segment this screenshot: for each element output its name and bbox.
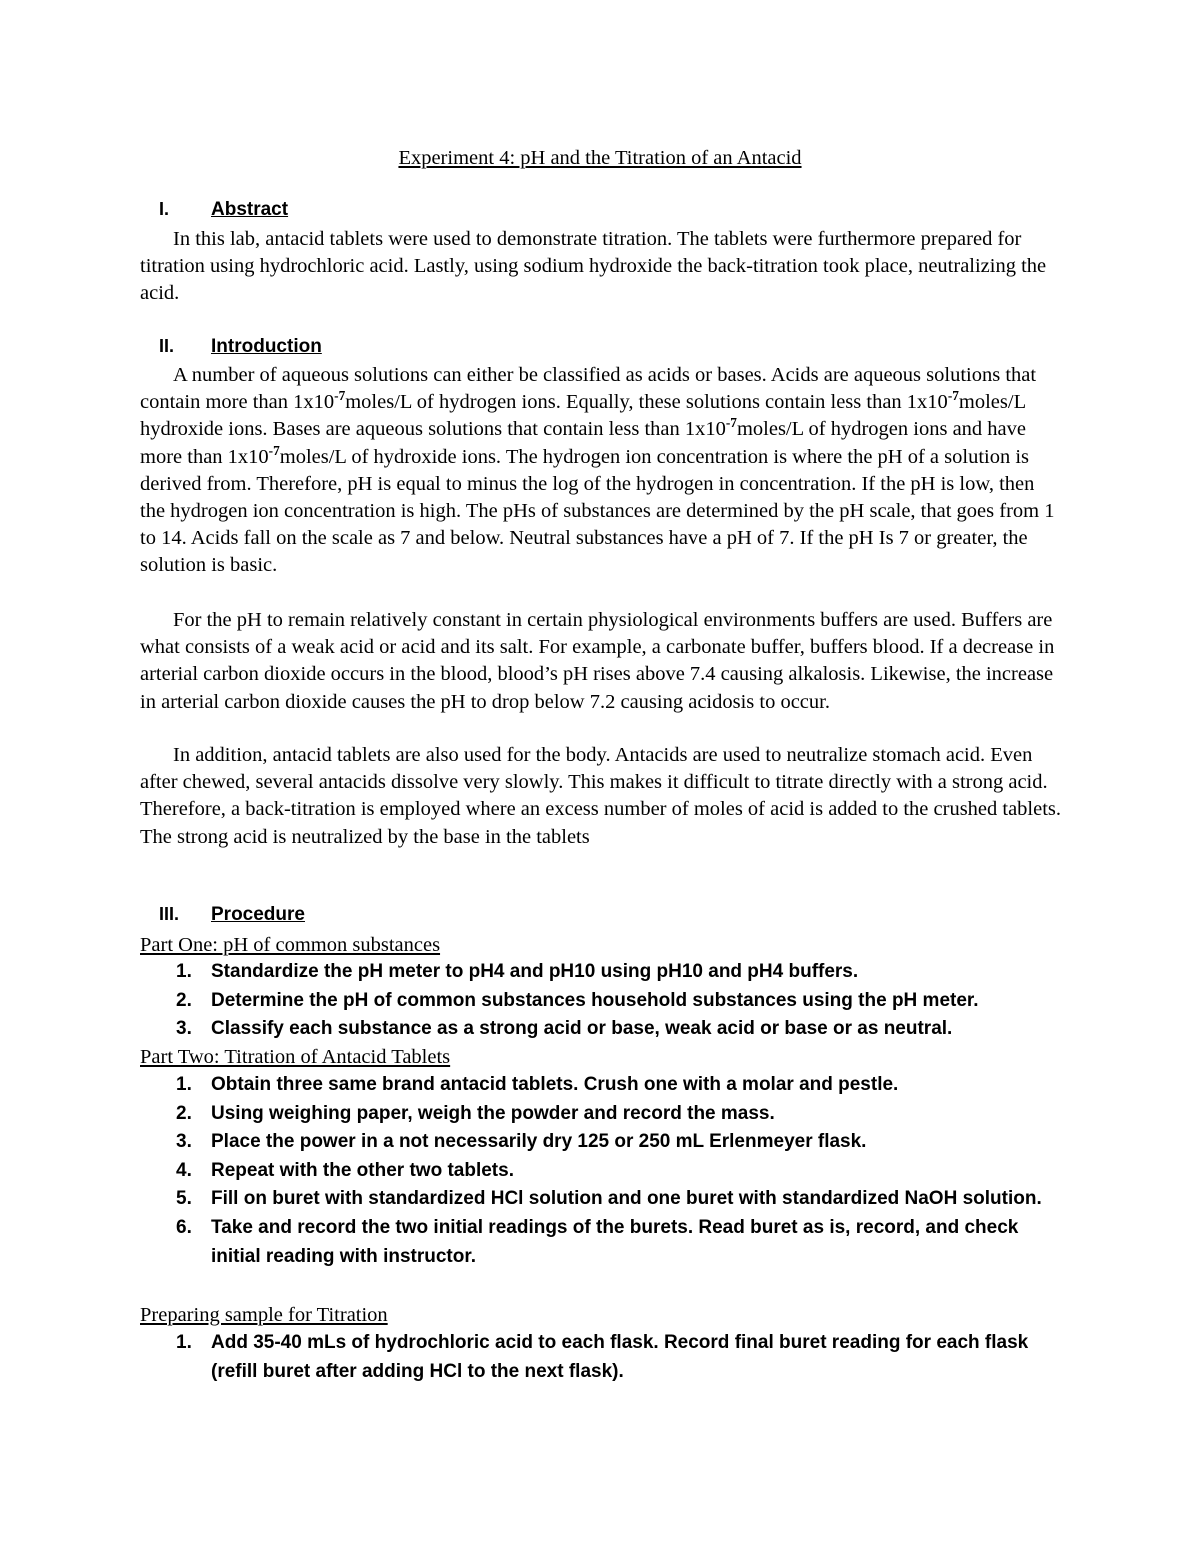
- procedure-step: [140, 1157, 1070, 1186]
- step-number: 4.: [176, 1159, 192, 1181]
- part-one-steps: [140, 958, 1070, 1044]
- procedure-step: [140, 1015, 1070, 1044]
- step-text: Determine the pH of common substances household substances using the pH meter.: [211, 989, 979, 1011]
- step-text: Repeat with the other two tablets.: [211, 1159, 514, 1181]
- part-two-title: Part Two: Titration of Antacid Tablets: [140, 1046, 451, 1068]
- introduction-paragraph-2: For the pH to remain relatively constant in certain physiological environments buffers are used. Buffers are what consists of a weak acid or acid and its salt. For example, a carbonate buffer, buffers blood. If a decrease in arterial carbon dioxide occurs in the blood, blood’s pH rises above 7.4 causing alkalosis. Likewise, the increase in arterial carbon dioxide causes the pH to drop below 7.2 causing acidosis to occur.: [140, 609, 1055, 713]
- intro-p1-exponent-3: -7: [725, 415, 737, 431]
- intro-p1-exponent-4: -7: [268, 442, 280, 458]
- procedure-number: III.: [159, 904, 180, 924]
- step-number: 5.: [176, 1188, 192, 1210]
- intro-p1-exponent-2: -7: [947, 388, 959, 404]
- introduction-paragraph-1: [140, 362, 1062, 580]
- step-number: 1.: [176, 961, 192, 982]
- procedure-step: [140, 1100, 1070, 1129]
- introduction-title: Introduction: [211, 336, 322, 357]
- intro-p1-part-e: moles/L of hydroxide ions. The hydrogen ion concentration is where the pH of a solution is derived from. Therefore, pH is equal to minus the log of the hydrogen in concentration. If the pH is low, then the hydrogen ion concentration is high. The pHs of substances are determined by the pH scale, that goes from 1 to 14. Acids fall on the scale as 7 and below. Neutral substances have a pH of 7. If the pH Is 7 or greater, the solution is basic.: [140, 445, 1055, 577]
- step-text: Fill on buret with standardized HCl solution and one buret with standardized NaOH solution.: [211, 1188, 1042, 1210]
- part-two-steps: [140, 1071, 1070, 1271]
- introduction-number: II.: [159, 336, 175, 356]
- step-number: 1.: [176, 1074, 192, 1095]
- intro-p1-exponent-1: -7: [334, 388, 346, 404]
- step-text: Obtain three same brand antacid tablets. Crush one with a molar and pestle.: [211, 1074, 899, 1095]
- preparing-steps: [140, 1329, 1070, 1386]
- procedure-step: [140, 1128, 1070, 1157]
- step-text: Standardize the pH meter to pH4 and pH10 using pH10 and pH4 buffers.: [211, 961, 859, 982]
- step-text: Place the power in a not necessarily dry 125 or 250 mL Erlenmeyer flask.: [211, 1131, 867, 1153]
- procedure-step: [140, 1071, 1070, 1100]
- procedure-step: [140, 987, 1070, 1016]
- procedure-step: [140, 1214, 1070, 1271]
- step-number: 1.: [176, 1332, 192, 1353]
- procedure-step: [140, 1329, 1070, 1386]
- intro-p1-part-a: A number of aqueous solutions can either be classified as acids or bases. Acids are aqueous solutions that contain more than 1x10: [140, 364, 1037, 414]
- abstract-title: Abstract: [211, 199, 289, 220]
- procedure-step: [140, 1185, 1070, 1214]
- intro-p1-part-b: moles/L of hydrogen ions. Equally, these solutions contain less than 1x10: [345, 391, 948, 414]
- part-one-title: Part One: pH of common substances: [140, 934, 441, 956]
- introduction-paragraph-3: In addition, antacid tablets are also used for the body. Antacids are used to neutralize stomach acid. Even after chewed, several antacids dissolve very slowly. This makes it difficult to titrate directly with a strong acid. Therefore, a back-titration is employed where an excess number of moles of acid is added to the crushed tablets. The strong acid is neutralized by the base in the tablets: [140, 744, 1062, 848]
- abstract-text: In this lab, antacid tablets were used to demonstrate titration. The tablets were furthermore prepared for titration using hydrochloric acid. Lastly, using sodium hydroxide the back-titration took place, neutralizing the acid.: [140, 228, 1047, 305]
- step-text: Add 35-40 mLs of hydrochloric acid to each flask. Record final buret reading for each flask (refill buret after adding HCl to the next flask).: [211, 1332, 1029, 1382]
- step-number: 3.: [176, 1018, 192, 1040]
- preparing-title: Preparing sample for Titration: [140, 1304, 388, 1326]
- step-text: Using weighing paper, weigh the powder and record the mass.: [211, 1102, 775, 1124]
- step-text: Take and record the two initial readings of the burets. Read buret as is, record, and check initial reading with instructor.: [211, 1216, 1019, 1267]
- procedure-title: Procedure: [211, 904, 305, 925]
- step-text: Classify each substance as a strong acid or base, weak acid or base or as neutral.: [211, 1018, 953, 1040]
- step-number: 2.: [176, 1102, 192, 1124]
- step-number: 6.: [176, 1216, 192, 1238]
- abstract-number: I.: [159, 199, 170, 219]
- document-title: Experiment 4: pH and the Titration of an Antacid: [398, 147, 802, 169]
- step-number: 2.: [176, 989, 192, 1011]
- step-number: 3.: [176, 1131, 192, 1153]
- intro-p1-part-d: moles/L of hydrogen ions and have more than 1x10: [140, 418, 1026, 468]
- intro-p1-part-c: moles/L hydroxide ions. Bases are aqueous solutions that contain less than 1x10: [140, 391, 1026, 441]
- procedure-step: [140, 958, 1070, 987]
